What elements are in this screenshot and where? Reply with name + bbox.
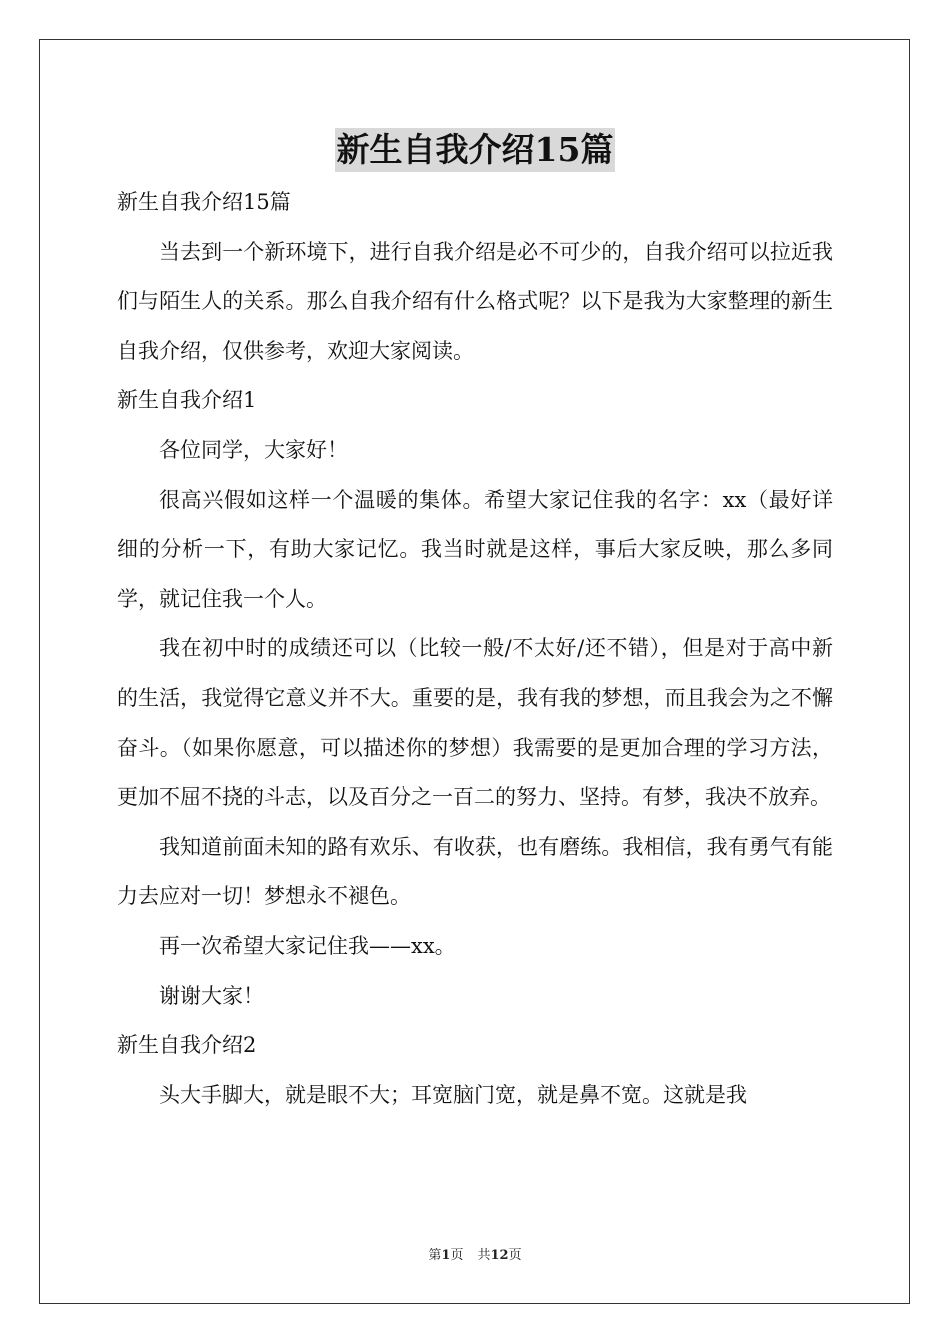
page-number-prefix: 第	[428, 1248, 442, 1263]
page-number-current: 1	[441, 1248, 451, 1263]
page-total-unit: 页	[508, 1248, 522, 1263]
body-paragraph: 各位同学，大家好！	[159, 437, 348, 462]
body-paragraph: 当去到一个新环境下，进行自我介绍是必不可少的，自我介绍可以拉近我们与陌生人的关系。那么自我介绍有什么格式呢？以下是我为大家整理的新生自我介绍，仅供参考，欢迎大家阅读。	[117, 239, 833, 363]
page-total-count: 12	[490, 1248, 509, 1263]
page-footer	[0, 1246, 950, 1266]
section-heading: 新生自我介绍1	[117, 388, 257, 413]
title-container	[0, 128, 950, 172]
section-heading: 新生自我介绍15篇	[117, 190, 291, 214]
document-body	[117, 178, 833, 1120]
section-heading: 新生自我介绍2	[117, 1033, 257, 1058]
body-paragraph: 我知道前面未知的路有欢乐、有收获，也有磨练。我相信，我有勇气有能力去应对一切！梦想永不褪色。	[117, 834, 833, 909]
body-paragraph: 很高兴假如这样一个温暖的集体。希望大家记住我的名字：xx（最好详细的分析一下，有助大家记忆。我当时就是这样，事后大家反映，那么多同学，就记住我一个人。	[117, 487, 833, 611]
document-title: 新生自我介绍15篇	[335, 128, 616, 172]
page-number-unit: 页	[450, 1248, 464, 1263]
body-paragraph: 再一次希望大家记住我——xx。	[159, 933, 456, 958]
body-paragraph: 谢谢大家！	[159, 983, 264, 1008]
body-paragraph: 我在初中时的成绩还可以（比较一般/不太好/还不错），但是对于高中新的生活，我觉得它意义并不大。重要的是，我有我的梦想，而且我会为之不懈奋斗。（如果你愿意，可以描述你的梦想）我需要的是更加合理的学习方法，更加不屈不挠的斗志，以及百分之一百二的努力、坚持。有梦，我决不放弃。	[117, 636, 833, 810]
page-total-prefix: 共	[477, 1248, 491, 1263]
body-paragraph: 头大手脚大，就是眼不大；耳宽脑门宽，就是鼻不宽。这就是我	[159, 1082, 747, 1107]
